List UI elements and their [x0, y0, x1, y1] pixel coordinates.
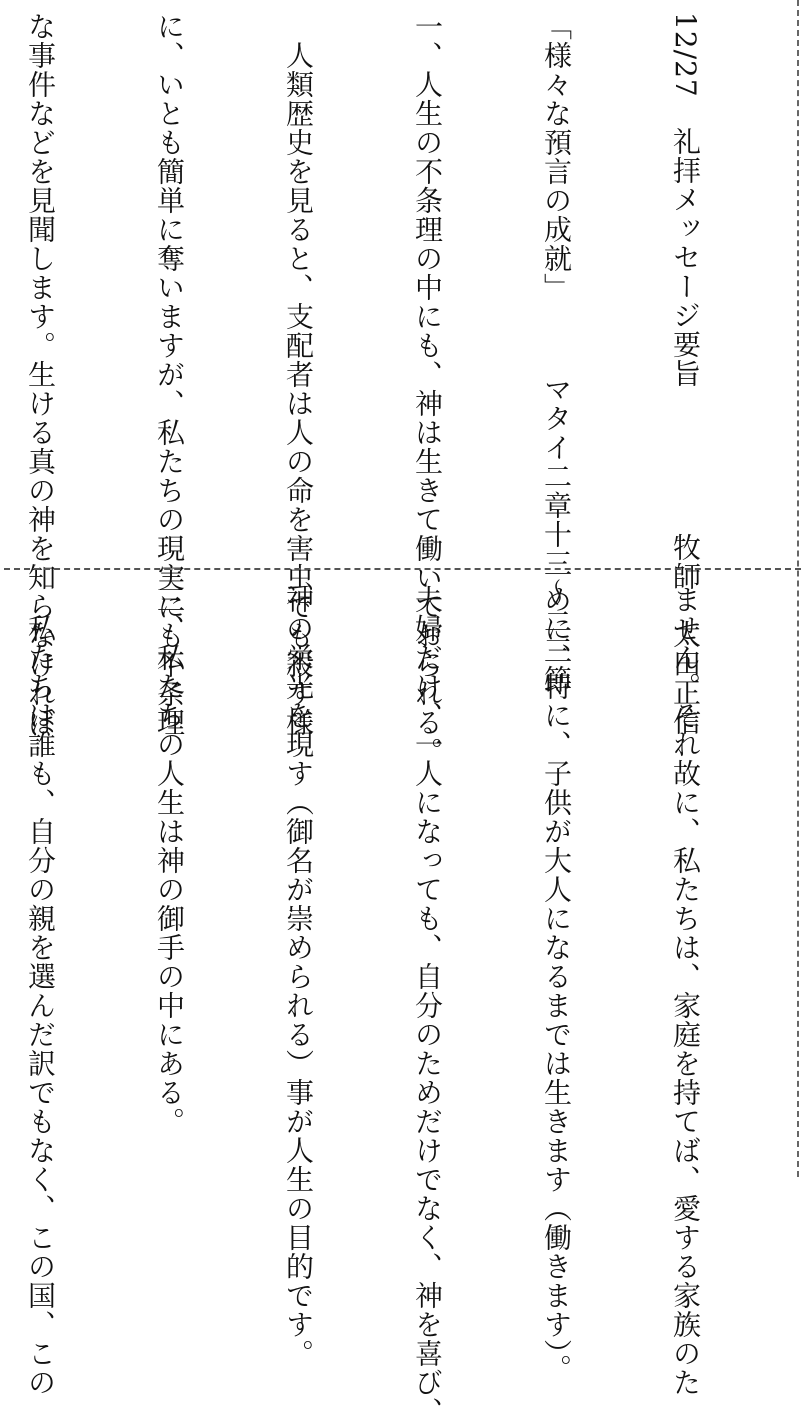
- text-line: 三、私たちの人生は神の御手の中にある。: [153, 585, 186, 1136]
- lower-text-block: [0, 585, 793, 1426]
- text-line: 神の栄光を現す（御名が崇められる）事が人生の目的です。: [282, 585, 315, 1368]
- text-line: 夫婦だけ、一人になっても、自分のためだけでなく、神を喜び、: [411, 585, 444, 1426]
- text-line: 「様々な預言の成就」 マタイ二章十三～二三節: [540, 12, 573, 694]
- text-line: 私たちは誰も、自分の親を選んだ訳でもなく、この国、この: [24, 585, 57, 1397]
- text-line: 一、人生の不条理の中にも、神は生きて働いておられる。: [411, 12, 444, 766]
- text-line: に、いとも簡単に奪いますが、私たちの現実にも不条理: [153, 12, 186, 737]
- text-line: 人類歴史を見ると、支配者は人の命を害虫でも殺す様: [282, 12, 315, 737]
- right-edge-dashed-line: [797, 0, 799, 1177]
- text-line: ません。それ故に、私たちは、家庭を持てば、愛する家族のた: [669, 585, 702, 1397]
- text-line: な事件などを見聞します。生ける真の神を知らなければ: [24, 12, 57, 737]
- text-line: めに、特に、子供が大人になるまでは生きます（働きます）。: [540, 585, 573, 1383]
- text-line: 12/27 礼拝メッセージ要旨 牧師 太田正信: [669, 12, 702, 736]
- upper-text-block: [0, 12, 793, 766]
- section-divider: [4, 568, 801, 570]
